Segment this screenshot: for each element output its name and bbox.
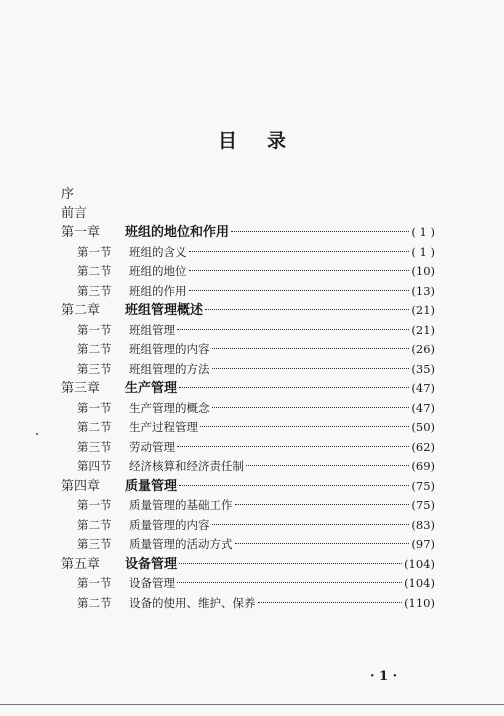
dot-leader <box>246 465 409 466</box>
toc-entry-title: 生产过程管理 <box>129 420 198 434</box>
dot-leader <box>235 543 410 544</box>
toc-entry-page: (110) <box>404 595 435 610</box>
dot-leader <box>212 524 410 525</box>
toc-entry-label: 第二节 <box>77 595 112 610</box>
toc-section-entry[interactable] <box>61 438 435 458</box>
dot-leader <box>258 602 403 603</box>
toc-section-entry[interactable] <box>61 321 435 341</box>
toc-entry-label: 第一节 <box>77 244 112 259</box>
dot-leader <box>179 387 409 388</box>
toc-entry-label: 第三节 <box>77 283 112 298</box>
toc-entry-title: 班组管理 <box>129 322 175 337</box>
bottom-rule <box>0 704 504 705</box>
dot-leader <box>212 368 410 369</box>
toc-section-entry[interactable] <box>61 282 435 302</box>
toc-entry-label: 第五章 <box>61 556 101 572</box>
toc-entry-label: 第二节 <box>77 264 112 278</box>
dot-leader <box>200 426 409 427</box>
toc-entry-page: (104) <box>404 556 435 571</box>
toc-entry-title: 质量管理的基础工作 <box>129 498 233 512</box>
toc-entry-label: 第一节 <box>77 576 112 590</box>
page-title <box>0 126 504 153</box>
toc-entry-page: (75) <box>411 478 435 493</box>
dot-leader <box>205 309 409 310</box>
toc-chapter-entry[interactable] <box>61 301 435 321</box>
toc-section-entry[interactable] <box>61 262 435 282</box>
toc-entry-title: 生产管理 <box>125 381 178 396</box>
toc-entry-title: 班组的含义 <box>129 244 187 259</box>
toc-entry-label: 第一章 <box>61 225 101 240</box>
toc-chapter-entry[interactable] <box>61 223 435 243</box>
title-char-1: 目 <box>217 130 237 152</box>
toc-entry-label: 第三章 <box>61 381 101 396</box>
toc-chapter-entry[interactable] <box>61 555 435 575</box>
toc-entry-title: 质量管理的内容 <box>129 517 210 532</box>
toc-entry-title: 质量管理的活动方式 <box>129 537 233 551</box>
toc-entry-title: 生产管理的概念 <box>129 400 210 415</box>
toc-entry-page: (13) <box>411 283 435 298</box>
toc-entry-page: (83) <box>411 517 435 532</box>
dot-leader <box>212 407 410 408</box>
dot-leader <box>235 504 410 505</box>
toc-entries <box>61 223 435 613</box>
toc-entry-page: (104) <box>404 576 435 590</box>
dot-leader <box>177 446 409 447</box>
toc-entry-title: 经济核算和经济责任制 <box>129 459 244 473</box>
dot-leader <box>212 348 410 349</box>
toc-section-entry[interactable] <box>61 360 435 380</box>
toc-section-entry[interactable] <box>61 496 435 516</box>
toc-section-entry[interactable] <box>61 574 435 594</box>
toc-entry-page: (21) <box>411 322 435 337</box>
toc-entry-page: (47) <box>411 400 435 415</box>
toc-foreword[interactable]: 前言 <box>61 206 88 221</box>
toc-entry-label: 第三节 <box>77 361 112 376</box>
toc-entry-label: 第四章 <box>61 478 101 494</box>
toc-entry-label: 第一节 <box>77 498 112 512</box>
toc-entry-label: 第二节 <box>77 420 112 434</box>
scan-speck <box>36 433 38 435</box>
dot-leader <box>189 290 410 291</box>
toc-entry-title: 班组管理概述 <box>125 303 204 318</box>
toc-section-entry[interactable] <box>61 457 435 477</box>
toc-entry-label: 第四节 <box>77 459 112 473</box>
dot-leader <box>231 231 409 232</box>
toc-section-entry[interactable] <box>61 594 435 614</box>
toc-entry-title: 设备管理 <box>125 556 178 572</box>
toc-section-entry[interactable] <box>61 535 435 555</box>
dot-leader <box>179 563 402 564</box>
dot-leader <box>189 251 410 252</box>
toc-entry-label: 第一节 <box>77 322 112 337</box>
toc-entry-page: (26) <box>411 342 435 356</box>
toc-entry-title: 班组的地位和作用 <box>125 225 230 240</box>
page-number: · 1 · <box>370 669 398 684</box>
toc-entry-page: (97) <box>411 537 435 551</box>
toc-entry-page: (75) <box>411 498 435 512</box>
toc-entry-page: ( 1 ) <box>411 244 435 259</box>
toc-entry-title: 班组管理的内容 <box>129 342 210 356</box>
toc-entry-label: 第二章 <box>61 303 101 318</box>
toc-section-entry[interactable] <box>61 243 435 263</box>
toc-entry-title: 班组的地位 <box>129 264 187 278</box>
toc-entry-page: ( 1 ) <box>411 225 435 239</box>
toc-entry-title: 质量管理 <box>125 478 178 494</box>
dot-leader <box>179 485 409 486</box>
toc-chapter-entry[interactable] <box>61 477 435 497</box>
toc-entry-label: 第三节 <box>77 439 112 454</box>
dot-leader <box>177 329 409 330</box>
toc-entry-label: 第二节 <box>77 342 112 356</box>
toc-entry-label: 第三节 <box>77 537 112 551</box>
toc-entry-page: (69) <box>411 459 435 473</box>
dot-leader <box>189 270 410 271</box>
toc-section-entry[interactable] <box>61 340 435 360</box>
toc-entry-page: (21) <box>411 303 435 317</box>
table-of-contents <box>61 185 435 613</box>
toc-entry-title: 班组管理的方法 <box>129 361 210 376</box>
toc-entry-label: 第二节 <box>77 517 112 532</box>
dot-leader <box>177 582 402 583</box>
toc-entry-title: 劳动管理 <box>129 439 175 454</box>
toc-entry-label: 第一节 <box>77 400 112 415</box>
toc-entry-page: (35) <box>411 361 435 376</box>
toc-entry-page: (10) <box>411 264 435 278</box>
toc-preface[interactable]: 序 <box>61 187 75 202</box>
toc-section-entry[interactable] <box>61 399 435 419</box>
toc-chapter-entry[interactable] <box>61 379 435 399</box>
toc-entry-page: (50) <box>411 420 435 434</box>
toc-section-entry[interactable] <box>61 516 435 536</box>
toc-entry-page: (62) <box>411 439 435 454</box>
toc-entry-title: 设备的使用、维护、保养 <box>129 595 256 610</box>
toc-entry-title: 设备管理 <box>129 576 175 590</box>
title-char-2: 录 <box>267 130 287 152</box>
toc-section-entry[interactable] <box>61 418 435 438</box>
toc-entry-title: 班组的作用 <box>129 283 187 298</box>
toc-entry-page: (47) <box>411 381 435 395</box>
